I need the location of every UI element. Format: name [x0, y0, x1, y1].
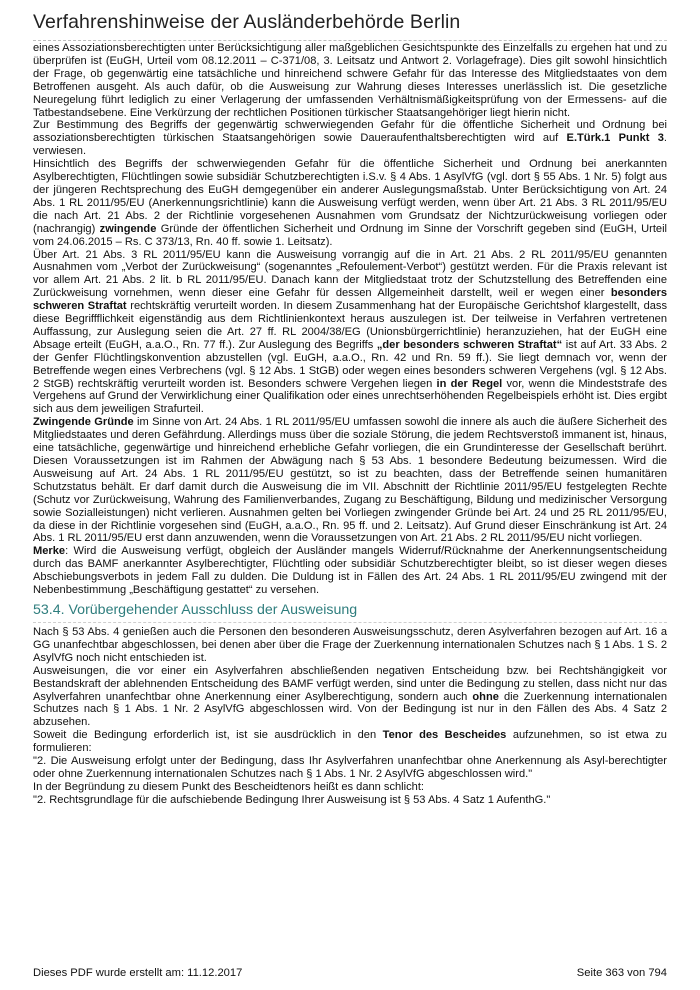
bold-text: Tenor des Bescheides	[382, 729, 507, 742]
document-body	[33, 42, 667, 807]
text-run: : Wird die Ausweisung verfügt, obgleich der Ausländer mangels Widerruf/Rücknahme der Anerkennungsentscheidung durch das BAMF anerkannter Asylberechtigter, Flüchtling oder subsidiär Schutzberechtigter bleibt, so ist dieser wegen dieses Abschiebungsverbots in jedem Fall zu dulden. Die Duldung ist in Fällen des Art. 24 Abs. 1 RL 2011/95/EU zwingend mit der Nebenbestimmung „Beschäftigung gestattet“ zu versehen.	[33, 545, 667, 597]
text-run: "2. Die Ausweisung erfolgt unter der Bedingung, dass Ihr Asylverfahren unanfechtbar ohne Anerkennung als Asyl-berechtigter oder ohne Zuerkennung internationalen Schutzes nach § 1 Abs. 1 Nr. 2 AsylVfG abgeschlossen wird."	[33, 755, 667, 780]
page-header	[33, 10, 667, 41]
text-run: rechtskräftig verurteilt worden. In diesem Zusammenhang hat der Europäische Gerichtshof klargestellt, dass diese Begriffflichkeit eigenständig aus dem Richtlinienkontext heraus auszulegen ist. Der teilweise in Verfahren vertretenen Auffassung, zur Auslegung seien die Art. 27 ff. RL 2004/38/EG (Unionsbürgerrichtlinie) heranzuziehen, hat der EuGH eine Absage erteilt (EuGH, a.a.O., Rn. 77 ff.). Zur Auslegung des Begriffs	[33, 300, 667, 351]
text-run: Nach § 53 Abs. 4 genießen auch die Personen den besonderen Ausweisungsschutz, deren Asylverfahren bezogen auf Art. 16 a GG unanfechtbar abgeschlossen, bei denen aber über die Frage der Zuerkennung internationalen Schutzes nach § 1 Abs. 1 S. 2 AsylVfG noch nicht entschieden ist.	[33, 625, 667, 664]
bold-text: ohne	[472, 690, 499, 703]
page-footer	[33, 967, 667, 979]
text-run: Ausweisungen, die vor einer ein Asylverfahren abschließenden negativen Entscheidung bzw. bei Rechtshängigkeit vor Bestandskraft der ablehnenden Entscheidung des BAMF verfügt werden, sind unter die Bedingung zu stellen, dass nicht nur das Asylverfahren unanfechtbar ohne Anerkennung einer Asylberechtigung, sondern auch	[33, 664, 667, 703]
bold-text: Zwingende Gründe	[33, 416, 134, 429]
header-divider	[33, 40, 667, 41]
paragraph	[33, 545, 667, 597]
bold-text: Merke	[33, 545, 66, 558]
bold-text: „der besonders schweren Straftat“	[376, 338, 563, 351]
paragraph	[33, 729, 667, 755]
paragraph	[33, 249, 667, 417]
paragraph	[33, 626, 667, 665]
paragraph	[33, 416, 667, 545]
bold-text: E.Türk.1 Punkt 3	[566, 132, 664, 145]
paragraph	[33, 794, 667, 807]
bold-text: in der Regel	[436, 377, 503, 390]
creation-date-note: Dieses PDF wurde erstellt am: 11.12.2017	[33, 967, 243, 979]
paragraph	[33, 42, 667, 119]
text-run: Zur Bestimmung des Begriffs der gegenwärtig schwerwiegenden Gefahr für die öffentliche Sicherheit und Ordnung bei assoziationsberechtigten türkischen Staatsangehörigen sowie Daueraufenthaltsberechtigten wird auf	[33, 119, 667, 145]
section-divider	[33, 622, 667, 623]
section-heading: 53.4. Vorübergehender Ausschluss der Ausweisung	[33, 601, 358, 618]
body-text-bottom	[33, 626, 667, 807]
text-run: aufzunehmen, so ist etwa zu formulieren:	[33, 729, 667, 755]
text-run: "2. Rechtsgrundlage für die aufschiebende Bedingung Ihrer Ausweisung ist § 53 Abs. 4 Satz 1 AufenthG."	[33, 793, 551, 806]
text-run: eines Assoziationsberechtigten unter Berücksichtigung aller maßgeblichen Gesichtspunkte des Einzelfalls zu ergehen hat und zu überprüfen ist (EuGH, Urteil vom 08.12.2011 – C-371/08, 3. Leitsatz und Antwort 2. Vorlagefrage). Dies gilt sowohl hinsichtlich der Frage, ob gegenwärtig eine tatsächliche und hinreichend schwere Gefahr für das Interesse des Mitgliedstaates von dem Betroffenen ausgeht. Als auch dafür, ob die Ausweisung zur Wahrung dieses Interesses unerlässlich ist. Die gesetzliche Neuregelung führt lediglich zu einer Verlagerung der umfassenden Verhältnismäßigkeitsprüfung von der Ermessens- auf die Tatbestandsebene. Eine Verkürzung der rechtlichen Positionen türkischer Staatsangehöriger liegt hierin nicht.	[33, 42, 667, 119]
text-run: . verwiesen.	[33, 132, 667, 158]
page-number: Seite 363 von 794	[576, 967, 667, 979]
text-run: Gründe der öffentlichen Sicherheit und Ordnung im Sinne der Vorschrift gegeben sind (EuGH, Urteil vom 24.06.2015 – Rs. C 373/13, Rn. 40 ff. sowie 1. Leitsatz).	[33, 222, 667, 248]
bold-text: zwingende	[99, 222, 157, 235]
body-text-top	[33, 42, 667, 597]
text-run: Hinsichtlich des Begriffs der schwerwiegenden Gefahr für die öffentliche Sicherheit und Ordnung bei anerkannten Asylberechtigten, Flüchtlingen sowie subsidiär Schutzberechtigten i.S.v. § 4 Abs. 1 AsylVfG (vgl. dort § 55 Abs. 1 Nr. 5) folgt aus der jüngeren Rechtsprechung des EuGH demgegenüber ein anderer Auslegungsmaßstab. Unter Berücksichtigung von Art. 24 Abs. 1 RL 2011/95/EU (Anerkennungsrichtlinie) kann die Ausweisung verfügt werden, wenn über Art. 21 Abs. 3 RL 2011/95/EU die nach Art. 21 Abs. 2 der Richtlinie vorgesehenen Ausnahmen vom Grundsatz der Nichtzurückweisung vorliegen oder (nachrangig)	[33, 158, 667, 235]
bold-text: besonders schweren Straftat	[33, 287, 667, 313]
paragraph	[33, 781, 667, 794]
text-run: Soweit die Bedingung erforderlich ist, ist sie ausdrücklich in den	[33, 729, 383, 742]
text-run: In der Begründung zu diesem Punkt des Bescheidtenors heißt es dann schlicht:	[33, 780, 424, 793]
text-run: ist auf Art. 33 Abs. 2 der Genfer Flüchtlingskonvention abzustellen (vgl. EuGH, a.a.O., Rn. 42 und Rn. 59 ff.). Sie liegt demnach vor, wenn der Betreffende wegen eines Verbrechens (vgl. § 12 Abs. 1 StGB) oder wegen eines besonders schweren Vergehens (vgl. § 12 Abs. 2 StGB) rechtskräftig verurteilt worden ist. Besonders schwere Vergehen liegen	[33, 338, 668, 390]
paragraph	[33, 755, 667, 781]
paragraph	[33, 665, 667, 730]
paragraph	[33, 158, 667, 248]
paragraph	[33, 119, 667, 158]
text-run: die Zuerkennung internationalen Schutzes nach § 1 Abs. 1 Nr. 2 AsylVfG abgeschlossen wird. Von der Bedingung ist nur in den Fällen des Abs. 4 Satz 2 abzusehen.	[33, 690, 667, 729]
document-title: Verfahrenshinweise der Ausländerbehörde Berlin	[33, 11, 461, 33]
text-run: im Sinne von Art. 24 Abs. 1 RL 2011/95/EU umfassen sowohl die innere als auch die äußere Sicherheit des Mitgliedstaates und deren Gefährdung. Allerdings muss über die soziale Störung, die jedem Rechtsverstoß immanent ist, hinaus, eine tatsächliche, gegenwärtige und hinreichend erhebliche Gefahr vorliegen, die ein Grundinteresse der Gesellschaft berührt. Diesen Voraussetzungen ist im Rahmen der Abwägung nach § 53 Abs. 1 besondere Bedeutung beizumessen. Wird die Ausweisung auf Art. 24 Abs. 1 RL 2011/95/EU gestützt, so ist zu beachten, dass der Betreffende seinen humanitären Schutzstatus behält. Er darf damit durch die Ausweisung die im VII. Abschnitt der Richtlinie 2011/95/EU festgelegten Rechte (Schutz vor Zurückweisung, Wahrung des Familienverbandes, Zugang zu Beschäftigung, Bildung und medizinischer Versorgung sowie Sozialleistungen) nicht verlieren. Ausnahmen gelten bei Vorliegen zwingender Gründe bei Art. 24 und 25 RL 2011/95/EU, da diese in der Richtlinie vorgesehen sind (EuGH, a.a.O., Rn. 95 ff. und 2. Leitsatz). Auf Grund dieser Einschränkung ist Art. 24 Abs. 1 RL 2011/95/EU erst dann anzuwenden, wenn die Voraussetzungen von Art. 21 Abs. 2 RL 2011/95/EU nicht vorliegen.	[33, 416, 667, 545]
text-run: Über Art. 21 Abs. 3 RL 2011/95/EU kann die Ausweisung vorrangig auf die in Art. 21 Abs. 2 RL 2011/95/EU genannten Ausnahmen vom „Verbot der Zurückweisung“ (sogenanntes „Refoulement-Verbot“) gestützt werden. Für die Praxis relevant ist vor allem Art. 21 Abs. 2 lit. b RL 2011/95/EU. Danach kann der Mitgliedstaat trotz der Schutzstellung des Betreffenden eine Zurückweisung vornehmen, wenn dieser eine Gefahr für dessen Allgemeinheit darstellt, weil er wegen einer	[33, 248, 667, 300]
text-run: vor, wenn die Mindeststrafe des Vergehens auf Grund der Verwirklichung einer Qualifikation oder eines unrechtserhöhenden Regelbeispiels erhöht ist. Dies ergibt sich aus dem jeweiligen Strafurteil.	[33, 377, 668, 416]
